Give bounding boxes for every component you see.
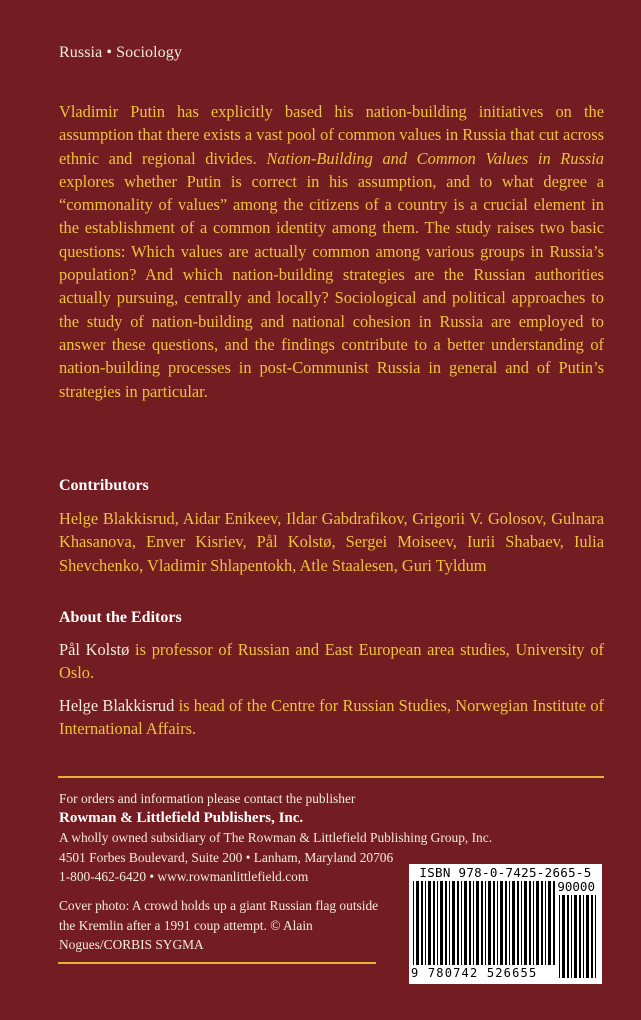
publisher-contact: 1-800-462-6420 • www.rowmanlittlefield.com <box>59 869 309 885</box>
editor-name: Helge Blakkisrud <box>59 696 175 715</box>
editor-name: Pål Kolstø <box>59 640 130 659</box>
editors-heading: About the Editors <box>59 609 182 626</box>
blurb-part-2: explores whether Putin is correct in his assumption, and to what degree a “commonality of values” among the citizens of a country is a crucial element in the establishment of a common identity among them. The study raises two basic questions: Which values are actually common among various groups in Russia’s population? And which nation-building strategies are the Russian authorities actually pursuing, centrally and locally? Sociological and political approaches to the study of nation-building and national cohesion in Russia are employed to answer these questions, and the findings contribute to a better understanding of nation-building processes in post-Communist Russia in general and of Putin’s strategies in particular. <box>59 171 604 401</box>
book-title-italic: Nation-Building and Common Values in Russia <box>266 148 604 168</box>
editor-entry <box>59 694 604 741</box>
cover-photo-credit: Cover photo: A crowd holds up a giant Russian flag outside the Kremlin after a 1991 coup attempt. © Alain Nogues/CORBIS SYGMA <box>59 898 379 953</box>
ean-number: 9 780742 526655 <box>411 966 538 980</box>
isbn-barcode <box>409 864 602 984</box>
publisher-block <box>59 789 493 887</box>
isbn-number: ISBN 978-0-7425-2665-5 <box>419 865 592 880</box>
editor-entry <box>59 638 604 685</box>
divider-rule <box>58 776 604 778</box>
divider-rule-short <box>58 962 376 964</box>
description-blurb <box>59 100 604 403</box>
publisher-name: Rowman & Littlefield Publishers, Inc. <box>59 809 304 826</box>
blurb-part-1: Vladimir Putin has explicitly based his nation-building initiatives on the assumption that there exists a vast pool of common values in Russia that cut across ethnic and regional divides. <box>59 102 604 168</box>
editor-bio: is professor of Russian and East European area studies, University of Oslo. <box>59 640 604 683</box>
price-code: 90000 <box>557 879 595 894</box>
category-label: Russia • Sociology <box>59 44 182 61</box>
publisher-intro: For orders and information please contact the publisher <box>59 791 356 806</box>
publisher-subsidiary: A wholly owned subsidiary of The Rowman & Littlefield Publishing Group, Inc. <box>59 830 493 846</box>
contributors-list: Helge Blakkisrud, Aidar Enikeev, Ildar Gabdrafikov, Grigorii V. Golosov, Gulnara Khasanova, Enver Kisriev, Pål Kolstø, Sergei Moiseev, Iurii Shabaev, Iulia Shevchenko, Vladimir Shlapentokh, Atle Staalesen, Guri Tyldum <box>59 509 604 575</box>
contributors-heading: Contributors <box>59 477 149 494</box>
editor-bio: is head of the Centre for Russian Studies, Norwegian Institute of International Affairs. <box>59 696 604 739</box>
publisher-address: 4501 Forbes Boulevard, Suite 200 • Lanham, Maryland 20706 <box>59 849 394 865</box>
